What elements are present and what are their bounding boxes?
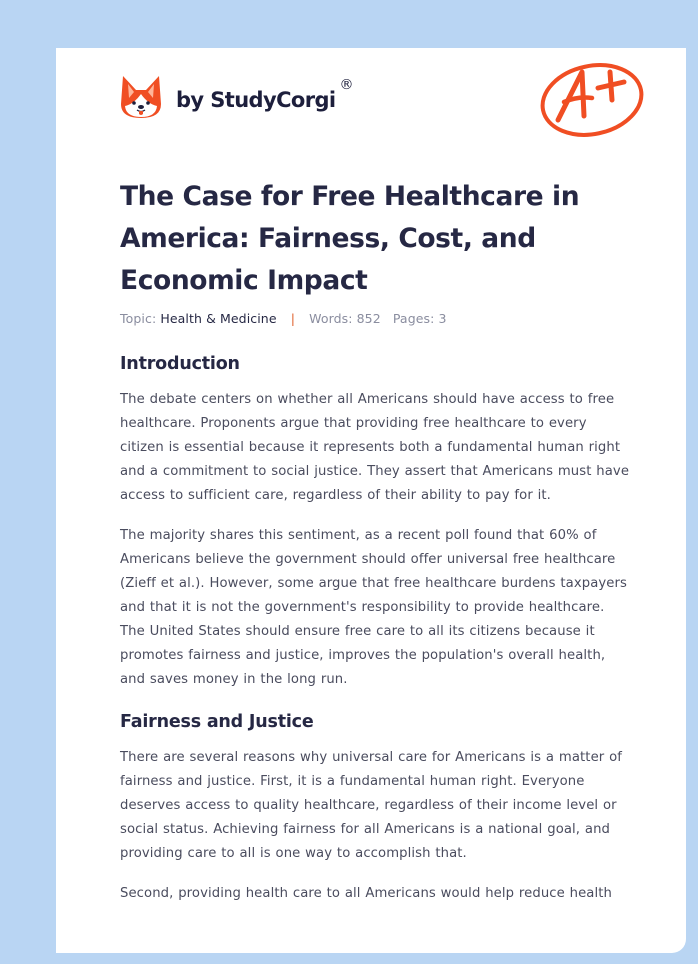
paragraph: The majority shares this sentiment, as a recent poll found that 60% of Americans believe the government should offer universal free healthcare (Zieff et al.). However, some argue that free healthcare burdens taxpayers and that it is not the government's responsibility to provide healthcare. The United States should ensure free care to all its citizens because it promotes fairness and justice, improves the population's overall health, and saves money in the long run. [120, 528, 628, 687]
studycorgi-logo[interactable] [120, 74, 354, 120]
paragraph: The debate centers on whether all Americans should have access to free healthcare. Proponents argue that providing free healthcare to every citizen is essential because it represents both a fundamental human right and a commitment to social justice. They assert that Americans must have access to sufficient care, regardless of their ability to pay for it. [120, 392, 630, 503]
section-heading-fairness-and-justice: Fairness and Justice [120, 712, 314, 732]
brand-name: by StudyCorgi [176, 88, 336, 112]
registered-mark: ® [339, 77, 354, 93]
document-meta [120, 311, 447, 326]
topic-link[interactable]: Health & Medicine [160, 311, 277, 326]
page-count: Pages: 3 [392, 311, 447, 326]
topic-label: Topic: [120, 311, 157, 326]
document-body [120, 350, 630, 922]
meta-separator: | [290, 311, 296, 326]
document-card [56, 48, 686, 953]
paragraph: Second, providing health care to all Americans would help reduce health [120, 886, 612, 901]
document-title: The Case for Free Healthcare in America: Fairness, Cost, and Economic Impact [120, 181, 580, 296]
section-heading-introduction: Introduction [120, 354, 240, 374]
a-plus-grade-icon [538, 58, 650, 138]
paragraph: There are several reasons why universal care for Americans is a matter of fairness and justice. First, it is a fundamental human right. Everyone deserves access to quality healthcare, regardless of their income level or social status. Achieving fairness for all Americans is a national goal, and providing care to all is one way to accomplish that. [120, 750, 623, 861]
word-count: Words: 852 [309, 311, 381, 326]
corgi-icon [120, 74, 162, 120]
